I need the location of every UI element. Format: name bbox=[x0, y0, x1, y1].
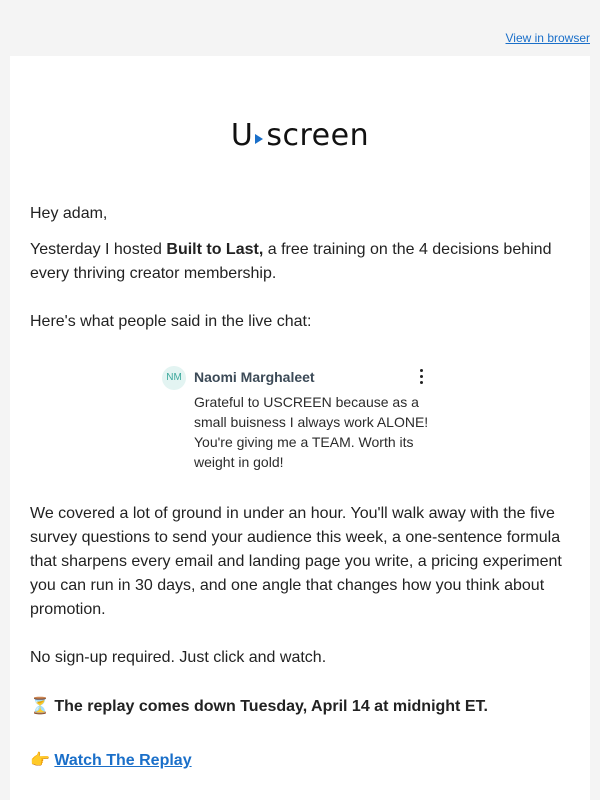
intro-paragraph bbox=[30, 238, 570, 286]
greeting: Hey adam, bbox=[30, 205, 108, 222]
chat-message: Grateful to USCREEN because as a small buisness I always work ALONE! You're giving me a TEAM. Worth its weight in gold! bbox=[194, 394, 429, 470]
logo-text-left: U bbox=[230, 118, 254, 153]
logo-container bbox=[10, 118, 590, 153]
watch-replay-link[interactable]: Watch The Replay bbox=[54, 752, 192, 769]
intro-text-start: Yesterday I hosted bbox=[30, 241, 167, 258]
kebab-menu-icon[interactable] bbox=[414, 364, 428, 388]
cta-line bbox=[30, 748, 570, 773]
no-signup-paragraph: No sign-up required. Just click and watch. bbox=[30, 649, 327, 666]
deadline-notice bbox=[30, 694, 570, 719]
summary-paragraph: We covered a lot of ground in under an hour. You'll walk away with the five survey questions to send your audience this week, a one-sentence formula that sharpens every email and landing page you write, a pricing experiment you can run in 30 days, and one angle that changes how you think about promotion. bbox=[30, 505, 562, 618]
intro-text-end: a free training on the 4 decisions behind every thriving creator membership. bbox=[30, 241, 552, 282]
training-name: Built to Last, bbox=[166, 241, 264, 258]
pointing-hand-icon: 👉 bbox=[30, 750, 50, 769]
chat-intro-paragraph: Here's what people said in the live chat: bbox=[30, 313, 312, 330]
chat-testimonial bbox=[160, 362, 440, 478]
play-triangle-icon bbox=[254, 118, 264, 153]
deadline-text: The replay comes down Tuesday, April 14 at midnight ET. bbox=[54, 698, 488, 715]
avatar: NM bbox=[162, 366, 186, 390]
hourglass-icon: ⏳ bbox=[30, 696, 50, 715]
email-top-bar bbox=[0, 0, 600, 56]
uscreen-logo bbox=[231, 118, 369, 153]
email-card bbox=[10, 56, 590, 800]
logo-text-right: screen bbox=[266, 118, 370, 153]
view-in-browser-link[interactable]: View in browser bbox=[505, 31, 590, 45]
chat-author-name: Naomi Marghaleet bbox=[194, 369, 315, 385]
